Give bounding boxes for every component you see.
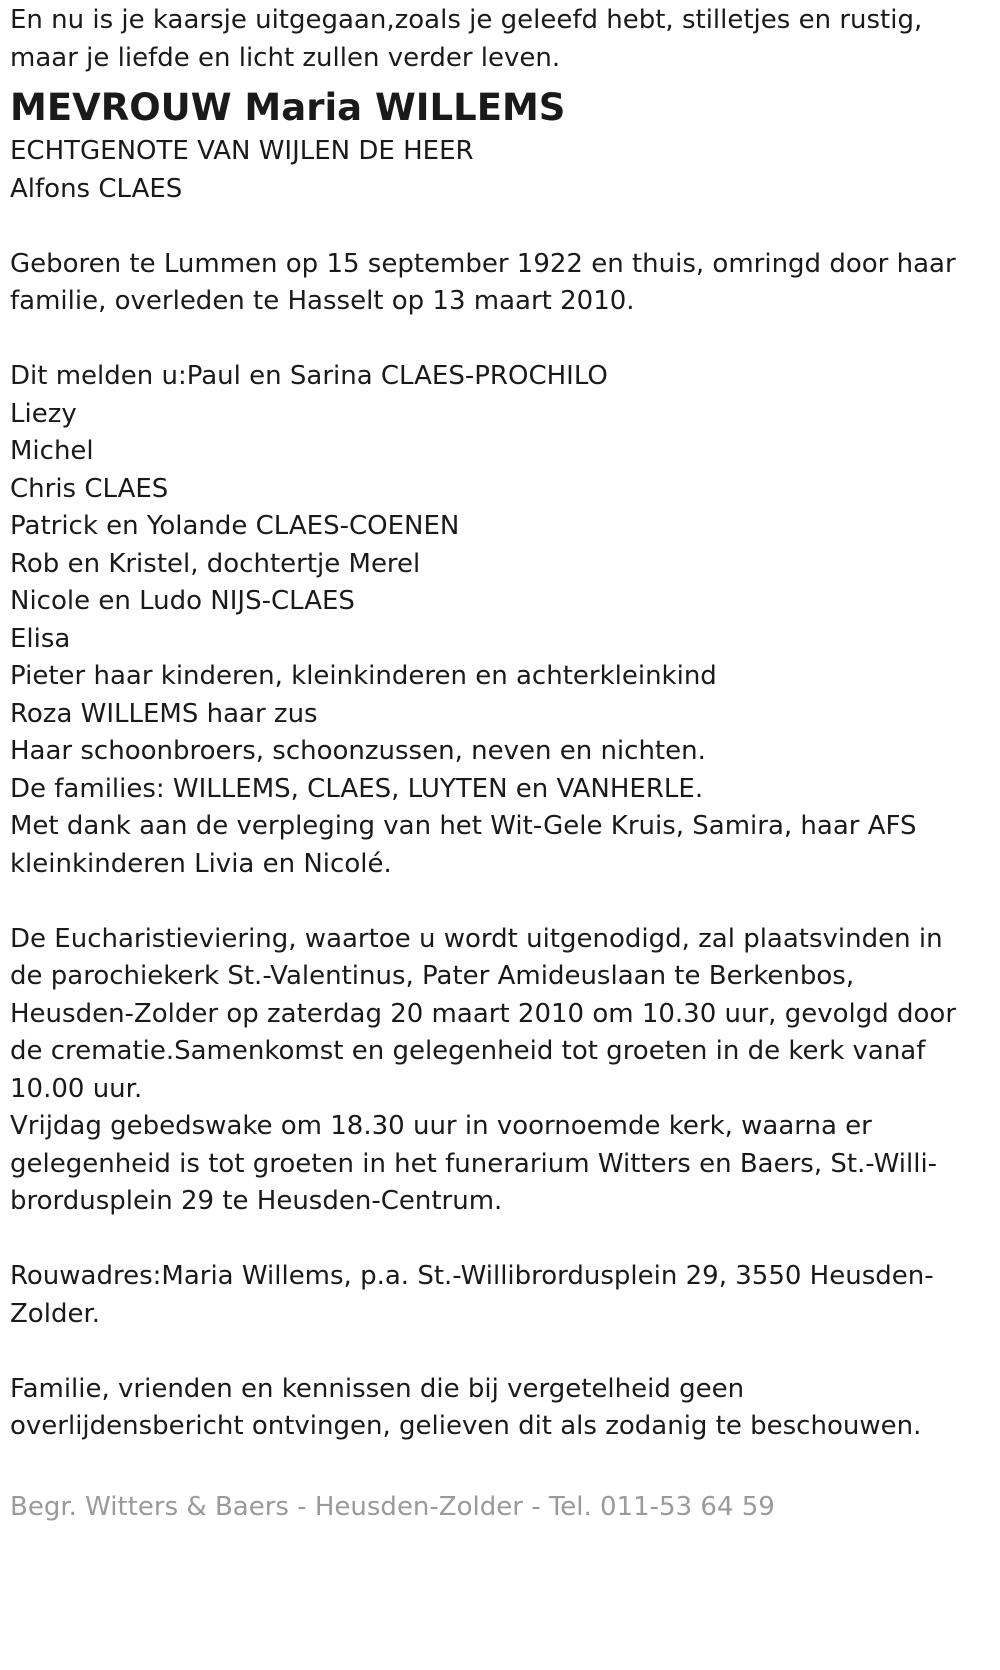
family-list [10,358,990,883]
address-line: Zolder. [10,1298,101,1329]
family-line: kleinkinderen Livia en Nicolé. [10,848,392,879]
family-line: Haar schoonbroers, schoonzussen, neven en nichten. [10,736,706,766]
family-line: Michel [10,436,94,466]
family-line: Met dank aan de verpleging van het Wit-Gele Kruis, Samira, haar AFS [10,811,917,841]
spouse-line: Alfons CLAES [10,173,183,204]
ceremony-line: brordusplein 29 te Heusden-Centrum. [10,1186,503,1216]
funeral-home-footer: Begr. Witters & Baers - Heusden-Zolder - Tel. 011-53 64 59 [10,1492,775,1522]
family-line: Dit melden u:Paul en Sarina CLAES-PROCHILO [10,361,608,391]
family-line: Rob en Kristel, dochtertje Merel [10,548,421,579]
deceased-name: MEVROUW Maria WILLEMS [10,86,566,129]
intro-verse [10,2,990,77]
intro-line: En nu is je kaarsje uitgegaan,zoals je geleefd hebt, stilletjes en rustig, [10,5,923,35]
family-line: Roza WILLEMS haar zus [10,698,318,729]
ceremony-line: Heusden-Zolder op zaterdag 20 maart 2010 om 10.30 uur, gevolgd door [10,998,957,1029]
ceremony-line: De Eucharistieviering, waartoe u wordt uitgenodigd, zal plaatsvinden in [10,923,943,954]
address-paragraph [10,1258,990,1333]
ceremony-line: Vrijdag gebedswake om 18.30 uur in voornoemde kerk, waarna er [10,1111,872,1141]
spacer [10,1446,990,1484]
intro-line: maar je liefde en licht zullen verder leven. [10,42,561,73]
family-line: Nicole en Ludo NIJS-CLAES [10,586,355,616]
ceremony-paragraph [10,921,990,1221]
birth-death-line: familie, overleden te Hasselt op 13 maart 2010. [10,286,635,316]
family-line: Chris CLAES [10,473,169,504]
spouse-block [10,133,990,208]
family-line: Elisa [10,623,71,654]
family-line: Pieter haar kinderen, kleinkinderen en achterkleinkind [10,661,717,691]
ceremony-line: 10.00 uur. [10,1073,143,1104]
spacer [10,208,990,246]
ceremony-line: de parochiekerk St.-Valentinus, Pater Amideuslaan te Berkenbos, [10,961,855,991]
spacer [10,1333,990,1371]
family-line: Patrick en Yolande CLAES-COENEN [10,511,460,541]
spacer [10,883,990,921]
notice-line: overlijdensbericht ontvingen, gelieven dit als zodanig te beschouwen. [10,1411,922,1441]
ceremony-line: gelegenheid is tot groeten in het funerarium Witters en Baers, St.-Willi- [10,1148,938,1179]
ceremony-line: de crematie.Samenkomst en gelegenheid tot groeten in de kerk vanaf [10,1036,926,1066]
notice-paragraph [10,1371,990,1446]
family-line: De families: WILLEMS, CLAES, LUYTEN en VANHERLE. [10,773,704,804]
address-line: Rouwadres:Maria Willems, p.a. St.-Willibrordusplein 29, 3550 Heusden- [10,1261,934,1291]
birth-death-line: Geboren te Lummen op 15 september 1922 en thuis, omringd door haar [10,248,956,279]
spacer [10,321,990,359]
spouse-line: ECHTGENOTE VAN WIJLEN DE HEER [10,136,474,166]
family-line: Liezy [10,398,77,429]
spacer [10,1221,990,1259]
birth-death-paragraph [10,246,990,321]
notice-line: Familie, vrienden en kennissen die bij vergetelheid geen [10,1373,745,1404]
